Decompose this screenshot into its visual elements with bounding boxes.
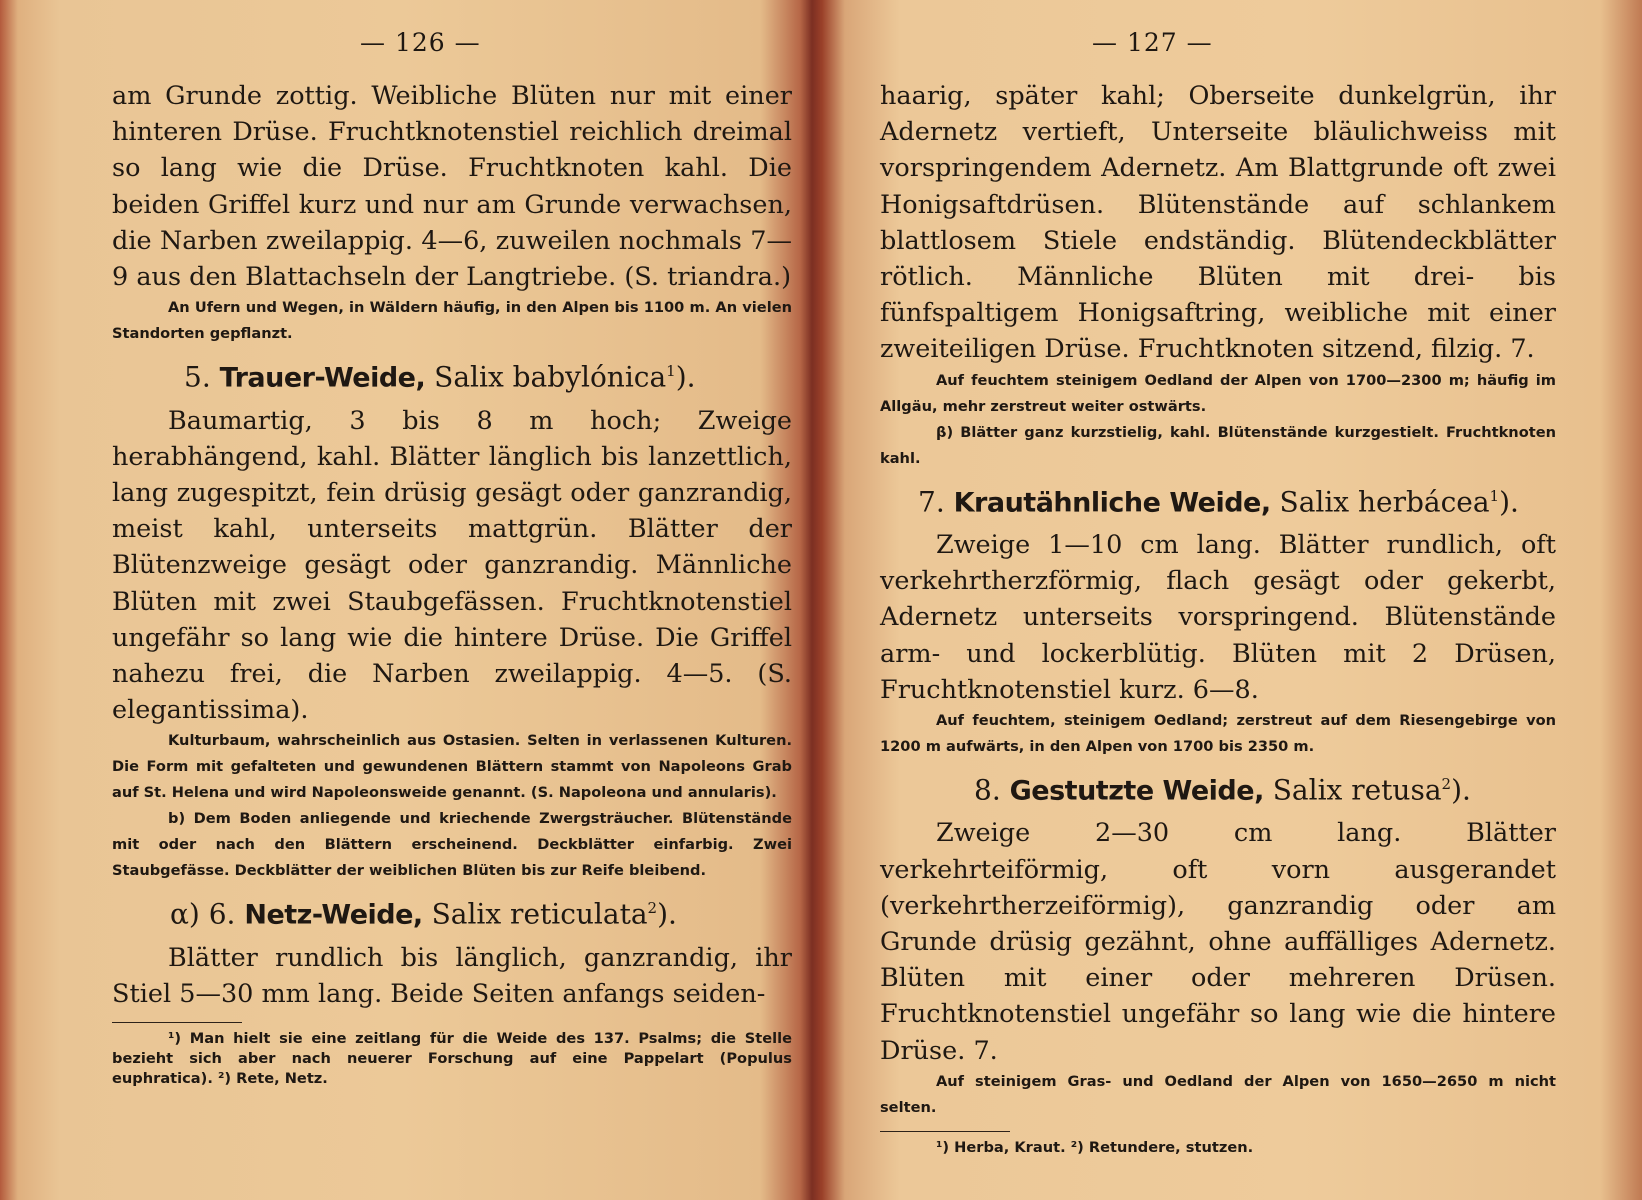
left-page: [0, 0, 812, 1200]
paragraph-salix-triandra-end: am Grunde zottig. Weibliche Blüten nur mit einer hinteren Drüse. Fruchtknotenstiel reichlich dreimal so lang wie die Drüse. Fruchtknoten kahl. Die beiden Griffel kurz und nur am Grunde verwachsen, die Narben zweilappig. 4—6, zuweilen nochmals 7—9 aus den Blattachseln der Langtriebe. (S. triandra.): [112, 81, 792, 293]
species-latin-name: Salix babylónica: [434, 360, 667, 394]
heading-number: 8.: [974, 773, 1001, 807]
footnote-ref: 1: [1489, 486, 1500, 505]
page-number: — 127 —: [1092, 28, 1213, 57]
heading-punctuation: ).: [1451, 773, 1471, 807]
heading-krautaehnliche-weide: [880, 476, 1556, 523]
heading-trauer-weide: [112, 351, 792, 398]
heading-number: 7.: [918, 484, 945, 518]
right-page: [822, 0, 1642, 1200]
species-common-name: Gestutzte Weide,: [1009, 775, 1264, 807]
heading-gestutzte-weide: [880, 764, 1556, 811]
paragraph-netz-weide: Blätter rundlich bis länglich, ganzrandig, ihr Stiel 5—30 mm lang. Beide Seiten anfangs seiden-: [112, 942, 792, 1009]
left-text-column: [112, 78, 792, 1089]
habitat-note-babylonica: Kulturbaum, wahrscheinlich aus Ostasien. Selten in verlassenen Kulturen. Die Form mit gefalteten und gewundenen Blättern stammt von Napoleons Grab auf St. Helena und wird Napoleonsweide genannt. (S. Napoleona und annularis).: [112, 732, 792, 802]
footnote-ref: 1: [666, 362, 676, 381]
footnotes: ¹) Man hielt sie eine zeitlang für die Weide des 137. Psalms; die Stelle bezieht sich aber nach neuerer Forschung auf eine Pappelart (Populus euphratica). ²) Rete, Netz.: [112, 1030, 792, 1088]
habitat-note-triandra: An Ufern und Wegen, in Wäldern häufig, in den Alpen bis 1100 m. An vielen Standorten gepflanzt.: [112, 299, 792, 343]
paragraph-trauer-weide: Baumartig, 3 bis 8 m hoch; Zweige herabhängend, kahl. Blätter länglich bis lanzettlich, lang zugespitzt, fein drüsig gesägt oder ganzrandig, meist kahl, unterseits mattgrün. Blätter der Blütenzweige gesägt oder ganzrandig. Männliche Blüten mit zwei Staubgefässen. Fruchtknotenstiel ungefähr so lang wie die hintere Drüse. Die Griffel nahezu frei, die Narben zweilappig. 4—5. (S. elegantissima).: [112, 405, 792, 726]
section-b-description: b) Dem Boden anliegende und kriechende Zwergsträucher. Blütenstände mit oder nach den Blättern erscheinend. Deckblätter einfarbig. Zwei Staubgefässe. Deckblätter der weiblichen Blüten bis zur Reife bleibend.: [112, 810, 792, 880]
footnote-rule: [112, 1022, 242, 1023]
paragraph-netz-weide-cont: haarig, später kahl; Oberseite dunkelgrün, ihr Adernetz vertieft, Unterseite bläulichweiss mit vorspringendem Adernetz. Am Blattgrunde oft zwei Honigsaftdrüsen. Blütenstände auf schlankem blattlosem Stiele endständig. Blütendeckblätter rötlich. Männliche Blüten mit drei- bis fünfspaltigem Honigsaftring, weibliche mit einer zweiteiligen Drüse. Fruchtknoten sitzend, filzig. 7.: [880, 81, 1556, 365]
species-common-name: Netz-Weide,: [244, 899, 423, 931]
footnote-ref: 2: [1441, 774, 1452, 793]
heading-punctuation: ).: [1499, 484, 1519, 518]
page-number: — 126 —: [360, 28, 481, 57]
species-common-name: Krautähnliche Weide,: [953, 486, 1271, 518]
variety-beta-note: β) Blätter ganz kurzstielig, kahl. Blütenstände kurzgestielt. Fruchtknoten kahl.: [880, 423, 1556, 467]
footnote-rule: [880, 1131, 1010, 1132]
species-latin-name: Salix reticulata: [431, 897, 648, 931]
species-common-name: Trauer-Weide,: [219, 362, 426, 394]
paragraph-gestutzte-weide: Zweige 2—30 cm lang. Blätter verkehrteiförmig, oft vorn ausgerandet (verkehrtherzeiförmig), ganzrandig oder am Grunde drüsig gezähnt, ohne auffälliges Adernetz. Blüten mit einer oder mehreren Drüsen. Fruchtknotenstiel ungefähr so lang wie die hintere Drüse. 7.: [880, 818, 1556, 1066]
heading-netz-weide: [112, 888, 792, 935]
heading-punctuation: ).: [675, 360, 696, 394]
habitat-note-herbacea: Auf feuchtem, steinigem Oedland; zerstreut auf dem Riesengebirge von 1200 m aufwärts, in den Alpen von 1700 bis 2350 m.: [880, 711, 1556, 755]
paragraph-krautaehnliche-weide: Zweige 1—10 cm lang. Blätter rundlich, oft verkehrtherzförmig, flach gesägt oder gekerbt, Adernetz unterseits vorspringend. Blütenstände arm- und lockerblütig. Blüten mit 2 Drüsen, Fruchtknotenstiel kurz. 6—8.: [880, 529, 1556, 705]
footnotes: ¹) Herba, Kraut. ²) Retundere, stutzen.: [936, 1138, 1254, 1156]
heading-number: α) 6.: [170, 897, 236, 931]
habitat-note-reticulata: Auf feuchtem steinigem Oedland der Alpen von 1700—2300 m; häufig im Allgäu, mehr zerstreut weiter ostwärts.: [880, 371, 1556, 415]
species-latin-name: Salix herbácea: [1279, 484, 1490, 518]
footnote-ref: 2: [647, 899, 658, 918]
heading-punctuation: ).: [657, 897, 677, 931]
species-latin-name: Salix retusa: [1272, 773, 1442, 807]
heading-number: 5.: [184, 360, 211, 394]
habitat-note-retusa: Auf steinigem Gras- und Oedland der Alpen von 1650—2650 m nicht selten.: [880, 1072, 1556, 1116]
right-text-column: [880, 78, 1556, 1158]
